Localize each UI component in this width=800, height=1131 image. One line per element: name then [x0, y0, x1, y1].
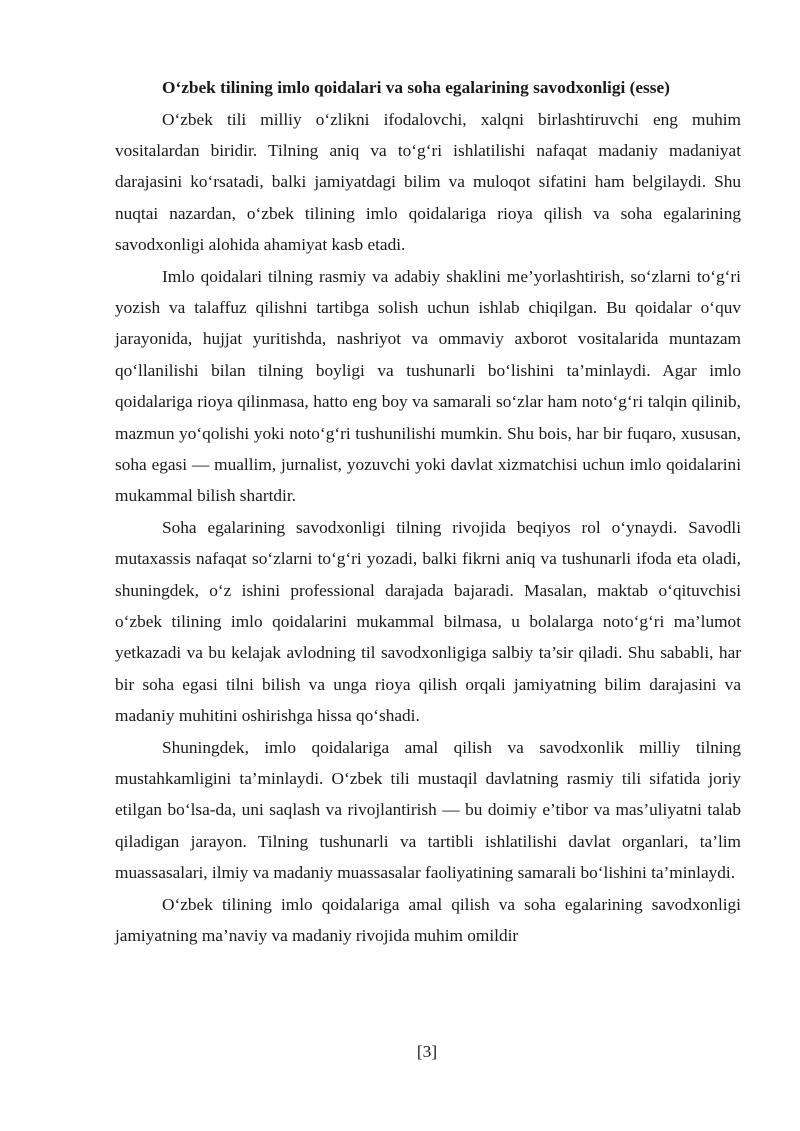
paragraph-4: Shuningdek, imlo qoidalariga amal qilish va savodxonlik milliy tilning mustahkamligini ta’minlaydi. O‘zbek tili mustaqil davlatning rasmiy tili sifatida joriy etilgan bo‘lsa-da, uni saqlash va rivojlantirish — bu doimiy e’tibor va mas’uliyatni talab qiladigan jarayon. Tilning tushunarli va tartibli ishlatilishi davlat organlari, ta’lim muassasalari, ilmiy va madaniy muassasalar faoliyatining samarali bo‘lishini ta’minlaydi. [115, 737, 741, 883]
paragraph-5: O‘zbek tilining imlo qoidalariga amal qilish va soha egalarining savodxonligi jamiyatning ma’naviy va madaniy rivojida muhim omildir [115, 894, 741, 946]
paragraph-1: O‘zbek tili milliy o‘zlikni ifodalovchi, xalqni birlashtiruvchi eng muhim vositalardan biridir. Tilning aniq va to‘g‘ri ishlatilishi nafaqat madaniy madaniyat darajasini ko‘rsatadi, balki jamiyatdagi bilim va muloqot sifatini ham belgilaydi. Shu nuqtai nazardan, o‘zbek tilining imlo qoidalariga rioya qilish va soha egalarining savodxonligi alohida ahamiyat kasb etadi. [115, 109, 741, 255]
document-body [115, 72, 741, 951]
essay-title: O‘zbek tilining imlo qoidalari va soha egalarining savodxonligi (esse) [162, 78, 670, 97]
page-number: [3] [416, 1042, 438, 1061]
paragraph-2: Imlo qoidalari tilning rasmiy va adabiy shaklini me’yorlashtirish, so‘zlarni to‘g‘ri yozish va talaffuz qilishni tartibga solish uchun ishlab chiqilgan. Bu qoidalar o‘quv jarayonida, hujjat yuritishda, nashriyot va ommaviy axborot vositalarida muntazam qo‘llanilishi bilan tilning boyligi va tushunarli bo‘lishini ta’minlaydi. Agar imlo qoidalariga rioya qilinmasa, hatto eng boy va samarali so‘zlar ham noto‘g‘ri talqin qilinib, mazmun yo‘qolishi yoki noto‘g‘ri tushunilishi mumkin. Shu bois, har bir fuqaro, xususan, soha egasi — muallim, jurnalist, yozuvchi yoki davlat xizmatchisi uchun imlo qoidalarini mukammal bilish shartdir. [115, 266, 741, 506]
paragraph-3: Soha egalarining savodxonligi tilning rivojida beqiyos rol o‘ynaydi. Savodli mutaxassis nafaqat so‘zlarni to‘g‘ri yozadi, balki fikrni aniq va tushunarli ifoda eta oladi, shuningdek, o‘z ishini professional darajada bajaradi. Masalan, maktab o‘qituvchisi o‘zbek tilining imlo qoidalarini mukammal bilmasa, u bolalarga noto‘g‘ri ma’lumot yetkazadi va bu kelajak avlodning til savodxonligiga salbiy ta’sir qiladi. Shu sababli, har bir soha egasi tilni bilish va unga rioya qilish orqali jamiyatning bilim darajasini va madaniy muhitini oshirishga hissa qo‘shadi. [115, 517, 741, 726]
